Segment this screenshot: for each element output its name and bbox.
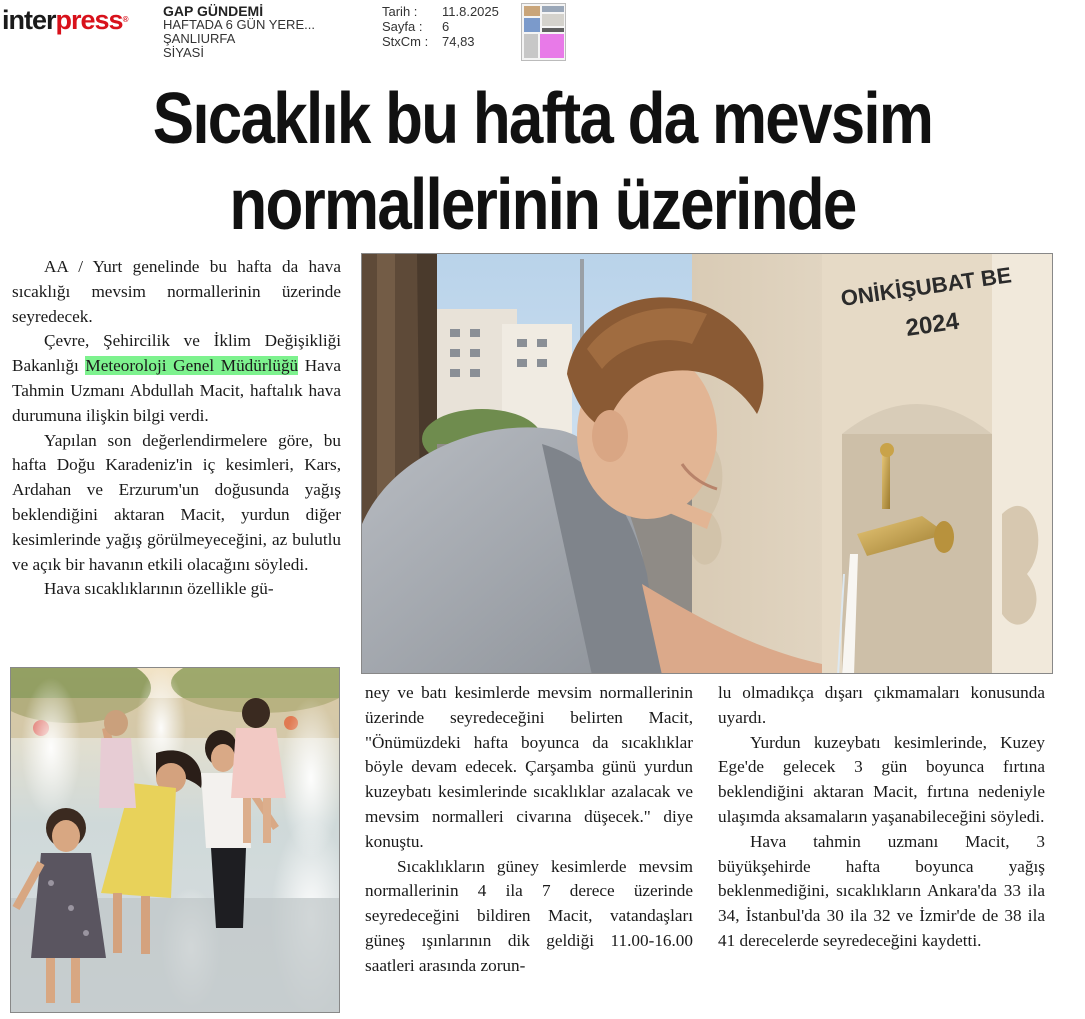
- article-paragraph: ney ve batı kesimlerde mevsim normallerinin üzerinde seyredeceğini belirten Macit, "Önümüzdeki hafta boyunca da sıcaklıklar böyle devam edecek. Çarşamba günü yurdun kuzeybatı kesimlerinde sıcaklıklar azalacak ve mevsim normalleri civarına düşecek." diye konuştu.: [365, 683, 693, 851]
- interpress-logo: [2, 4, 127, 36]
- headline-line-1: Sıcaklık bu hafta da mevsim: [152, 79, 933, 159]
- meta-page-row: [382, 19, 499, 34]
- publication-info: [163, 4, 315, 60]
- secondary-photo-children-in-fountain: [10, 667, 340, 1013]
- paragraph-text: Çevre, Şehircilik ve İklim Değişikliği Bakanlığı: [12, 331, 341, 376]
- fountain-sign-text: ONİKİŞUBAT BE: [839, 262, 1013, 311]
- article-column-3: [718, 681, 1045, 954]
- article-column-2: [365, 681, 693, 979]
- article-paragraph: Hava sıcaklıklarının özellikle gü-: [44, 579, 274, 599]
- article-column-1: [12, 255, 341, 602]
- publication-name: GAP GÜNDEMİ: [163, 3, 264, 19]
- article-paragraph: Hava tahmin uzmanı Macit, 3 büyükşehirde hafta boyunca yağış beklenmediğini, sıcaklıkların Ankara'da 33 ila 34, İstanbul'da 30 ila 32 ve İzmir'de de 38 ila 41 derecelerde seyredeceğini kaydetti.: [718, 831, 1045, 950]
- article-paragraph: [12, 329, 341, 428]
- logo-registered-mark: ®: [122, 15, 128, 24]
- logo-text-inter: inter: [2, 5, 56, 35]
- clipping-meta: [382, 4, 499, 49]
- fountain-sign-year: 2024: [904, 307, 961, 342]
- fountain-photo-illustration: [362, 254, 1053, 674]
- publication-frequency: HAFTADA 6 GÜN YERE...: [163, 17, 315, 32]
- article-paragraph: AA / Yurt genelinde bu hafta da hava sıcaklığı mevsim normallerinin üzerinde seyredecek.: [12, 257, 341, 326]
- article-paragraph: lu olmadıkça dışarı çıkmamaları konusunda uyardı.: [718, 683, 1045, 727]
- main-photo-boy-at-fountain: [361, 253, 1053, 674]
- meta-page-label: Sayfa :: [382, 19, 423, 34]
- meta-stxcm-value: 74,83: [442, 34, 475, 49]
- page-thumbnail[interactable]: [521, 3, 566, 61]
- meta-stxcm-row: [382, 34, 499, 49]
- paragraph-text: Hava Tahmin Uzmanı Abdullah Macit, haftalık hava durumuna ilişkin bilgi verdi.: [12, 356, 341, 425]
- headline-line-2: normallerinin üzerinde: [229, 165, 856, 245]
- publication-city: ŞANLIURFA: [163, 31, 236, 46]
- article-paragraph: Sıcaklıkların güney kesimlerde mevsim normallerinin 4 ila 7 derece üzerinde seyredeceğini bildiren Macit, vatandaşları güneş ışınlarının dik geldiği 11.00-16.00 saatleri arasında zorun-: [365, 856, 693, 975]
- logo-text-press: press: [55, 5, 123, 35]
- publication-category: SİYASİ: [163, 45, 204, 60]
- children-photo-illustration: [11, 668, 340, 1013]
- article-paragraph: Yapılan son değerlendirmelere göre, bu hafta Doğu Karadeniz'in iç kesimleri, Kars, Ardahan ve Erzurum'un doğusunda yağış beklendiğini aktaran Macit, yurdun diğer kesimlerinde yağış görülmeyeceğini, az bulutlu ve açık bir havanın etkili olacağını söyledi.: [12, 430, 341, 574]
- meta-page-value: 6: [442, 19, 450, 34]
- meta-date-row: [382, 4, 499, 19]
- meta-date-value: 11.8.2025: [442, 4, 499, 19]
- meta-date-label: Tarih :: [382, 4, 418, 19]
- article-paragraph: Yurdun kuzeybatı kesimlerinde, Kuzey Ege'de gelecek 3 gün boyunca fırtına beklendiğini aktaran Macit, fırtına nedeniyle ulaşımda aksamaların yaşanabileceğini söyledi.: [718, 732, 1045, 826]
- meta-stxcm-label: StxCm :: [382, 34, 429, 49]
- highlighted-keyword: Meteoroloji Genel Müdürlüğü: [85, 356, 299, 376]
